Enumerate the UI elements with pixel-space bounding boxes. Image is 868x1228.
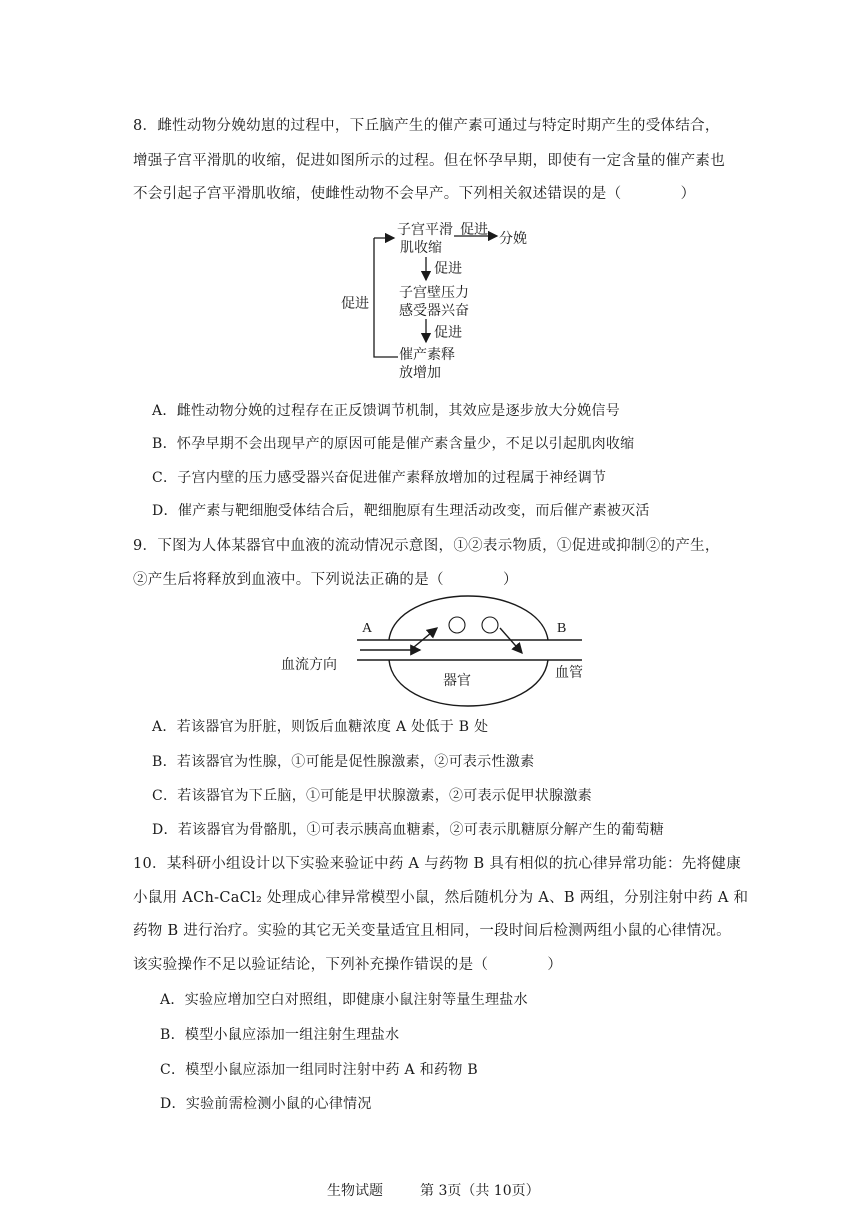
q9-arrow-substance-1 <box>414 628 437 647</box>
footer-subject: 生物试题 <box>327 1183 383 1199</box>
q10-option-b: B．模型小鼠应添加一组注射生理盐水 <box>160 1027 400 1043</box>
q9-label-a: A <box>362 621 373 636</box>
q10-option-a: A．实验应增加空白对照组，即健康小鼠注射等量生理盐水 <box>160 992 528 1008</box>
q8-feedback-label: 促进 <box>341 296 369 312</box>
q8-option-c: C．子宫内壁的压力感受器兴奋促进催产素释放增加的过程属于神经调节 <box>152 470 607 486</box>
q9-option-a: A．若该器官为肝脏，则饭后血糖浓度 A 处低于 B 处 <box>152 719 489 735</box>
q8-node-uterine-contraction-a: 子宫平滑 <box>397 222 453 238</box>
q8-node-receptor-a: 子宫壁压力 <box>399 285 469 301</box>
q8-arrow-label-top: 促进 <box>460 222 488 238</box>
footer-page-number: 第 3页（共 10页） <box>420 1183 540 1199</box>
q10-stem-line-1: 10．某科研小组设计以下实验来验证中药 A 与药物 B 具有相似的抗心律异常功能：先将健康 <box>133 856 742 872</box>
q9-flow-direction-label: 血流方向 <box>281 657 337 673</box>
q8-node-receptor-b: 感受器兴奋 <box>399 303 469 319</box>
q8-arrow-label-2: 促进 <box>434 325 462 341</box>
q9-organ-label: 器官 <box>443 673 471 689</box>
q8-arrow-label-1: 促进 <box>434 261 462 277</box>
q9-option-b: B．若该器官为性腺，①可能是促性腺激素，②可表示性激素 <box>152 754 535 770</box>
q9-stem-line-1: 9．下图为人体某器官中血液的流动情况示意图，①②表示物质，①促进或抑制②的产生， <box>133 538 720 554</box>
q9-label-b: B <box>557 621 567 636</box>
q8-option-d: D．催产素与靶细胞受体结合后，靶细胞原有生理活动改变，而后催产素被灭活 <box>152 503 650 519</box>
q9-stem-line-2: ②产生后将释放到血液中。下列说法正确的是（ ） <box>133 572 518 588</box>
q9-option-d: D．若该器官为骨骼肌，①可表示胰高血糖素，②可表示肌糖原分解产生的葡萄糖 <box>152 822 665 838</box>
q9-circle-2 <box>482 617 498 633</box>
q8-stem-line-2: 增强子宫平滑肌的收缩，促进如图所示的过程。但在怀孕早期，即使有一定含量的催产素也 <box>133 153 725 169</box>
q10-stem-line-3: 药物 B 进行治疗。实验的其它无关变量适宜且相同，一段时间后检测两组小鼠的心律情况。 <box>133 923 731 939</box>
q10-stem-line-4: 该实验操作不足以验证结论，下列补充操作错误的是（ ） <box>133 957 563 973</box>
q9-organ-outline-top <box>389 596 548 640</box>
q8-option-b: B．怀孕早期不会出现早产的原因可能是催产素含量少，不足以引起肌肉收缩 <box>152 436 635 452</box>
q8-result-delivery: 分娩 <box>499 231 527 247</box>
q8-node-oxytocin-a: 催产素释 <box>399 347 455 363</box>
q9-vessel-label: 血管 <box>555 665 583 681</box>
q8-node-uterine-contraction-b: 肌收缩 <box>400 240 442 256</box>
q10-stem-line-2: 小鼠用 ACh-CaCl₂ 处理成心律异常模型小鼠，然后随机分为 A、B 两组，分别注射中药 A 和 <box>133 890 749 906</box>
q8-stem-line-1: 8．雌性动物分娩幼崽的过程中，下丘脑产生的催产素可通过与特定时期产生的受体结合， <box>133 118 720 134</box>
q9-circle-1 <box>449 617 465 633</box>
q10-option-d: D．实验前需检测小鼠的心律情况 <box>160 1096 372 1112</box>
q8-node-oxytocin-b: 放增加 <box>399 365 441 381</box>
q10-option-c: C．模型小鼠应添加一组同时注射中药 A 和药物 B <box>160 1062 478 1078</box>
q9-option-c: C．若该器官为下丘脑，①可能是甲状腺激素，②可表示促甲状腺激素 <box>152 788 593 804</box>
q8-option-a: A．雌性动物分娩的过程存在正反馈调节机制，其效应是逐步放大分娩信号 <box>152 403 621 419</box>
q8-stem-line-3: 不会引起子宫平滑肌收缩，使雌性动物不会早产。下列相关叙述错误的是（ ） <box>133 186 696 202</box>
